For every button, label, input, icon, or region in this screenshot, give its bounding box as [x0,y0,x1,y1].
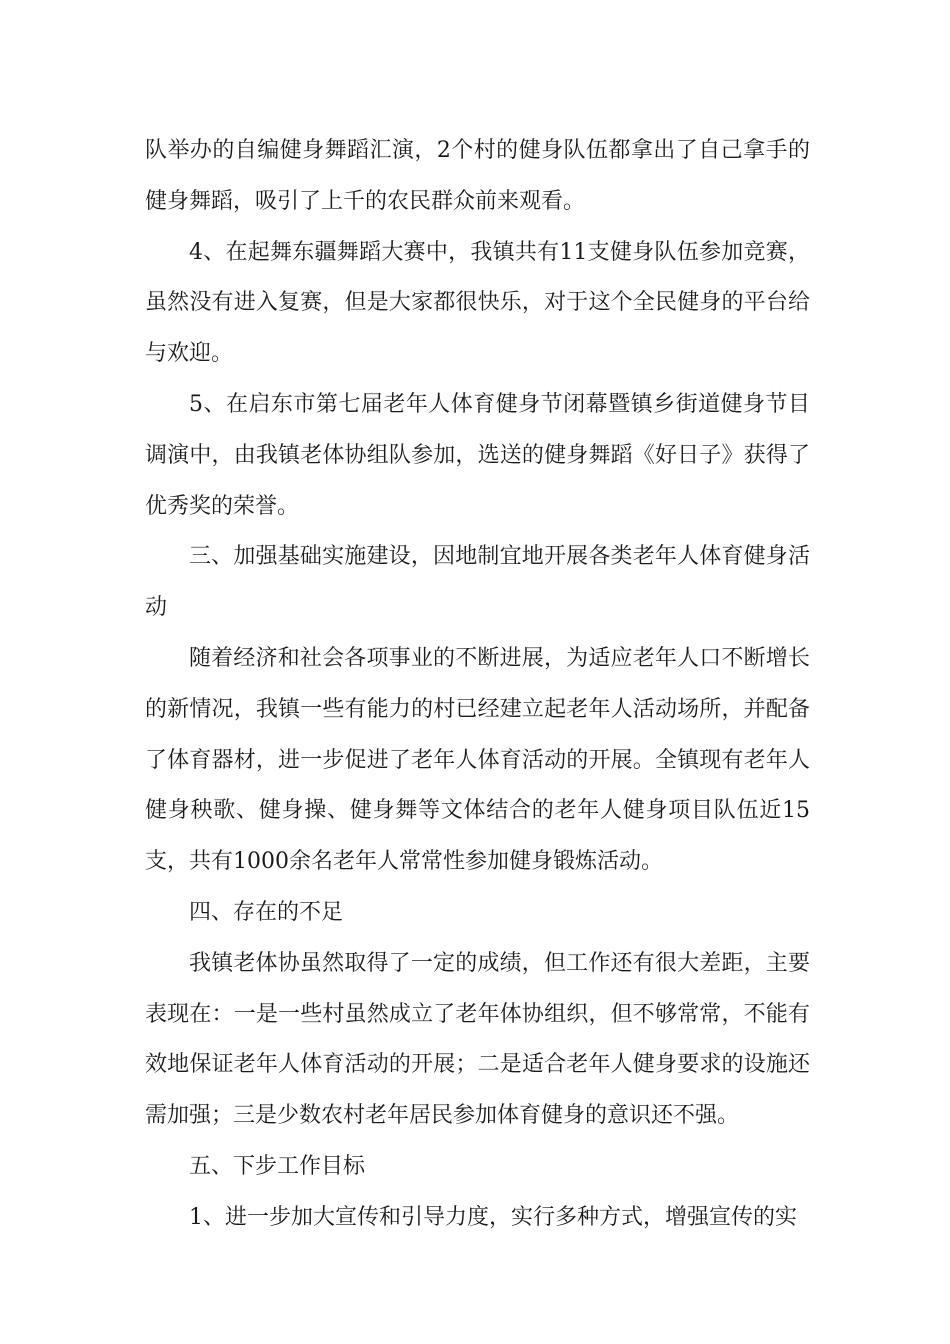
section-heading-5: 五、下步工作目标 [189,1153,366,1179]
paragraph-item-4: 4、在起舞东疆舞蹈大赛中，我镇共有11支健身队伍参加竞赛，虽然没有进入复赛，但是大家都很快乐，对于这个全民健身的平台给与欢迎。 [145,239,810,367]
paragraph-item-1: 1、进一步加大宣传和引导力度，实行多种方式，增强宣传的实 [189,1204,797,1230]
paragraph-item-5: 5、在启东市第七届老年人体育健身节闭幕暨镇乡街道健身节目调演中，由我镇老体协组队参加，选送的健身舞蹈《好日子》获得了优秀奖的荣誉。 [145,391,810,519]
section-heading-3: 三、加强基础实施建设，因地制宜地开展各类老年人体育健身活动 [145,544,810,621]
document-body [145,126,810,1244]
paragraph-section-3-body: 随着经济和社会各项事业的不断进展，为适应老年人口不断增长的新情况，我镇一些有能力的村已经建立起老年人活动场所，并配备了体育器材，进一步促进了老年人体育活动的开展。全镇现有老年人健身秧歌、健身操、健身舞等文体结合的老年人健身项目队伍近15支，共有1000余名老年人常常性参加健身锻炼活动。 [145,645,810,875]
paragraph-continuation: 队举办的自编健身舞蹈汇演，2个村的健身队伍都拿出了自己拿手的健身舞蹈，吸引了上千的农民群众前来观看。 [145,138,810,214]
section-heading-4: 四、存在的不足 [189,899,344,925]
paragraph-section-4-body: 我镇老体协虽然取得了一定的成绩，但工作还有很大差距，主要表现在：一是一些村虽然成立了老年体协组织，但不够常常，不能有效地保证老年人体育活动的开展；二是适合老年人健身要求的设施还需加强；三是少数农村老年居民参加体育健身的意识还不强。 [145,950,810,1129]
